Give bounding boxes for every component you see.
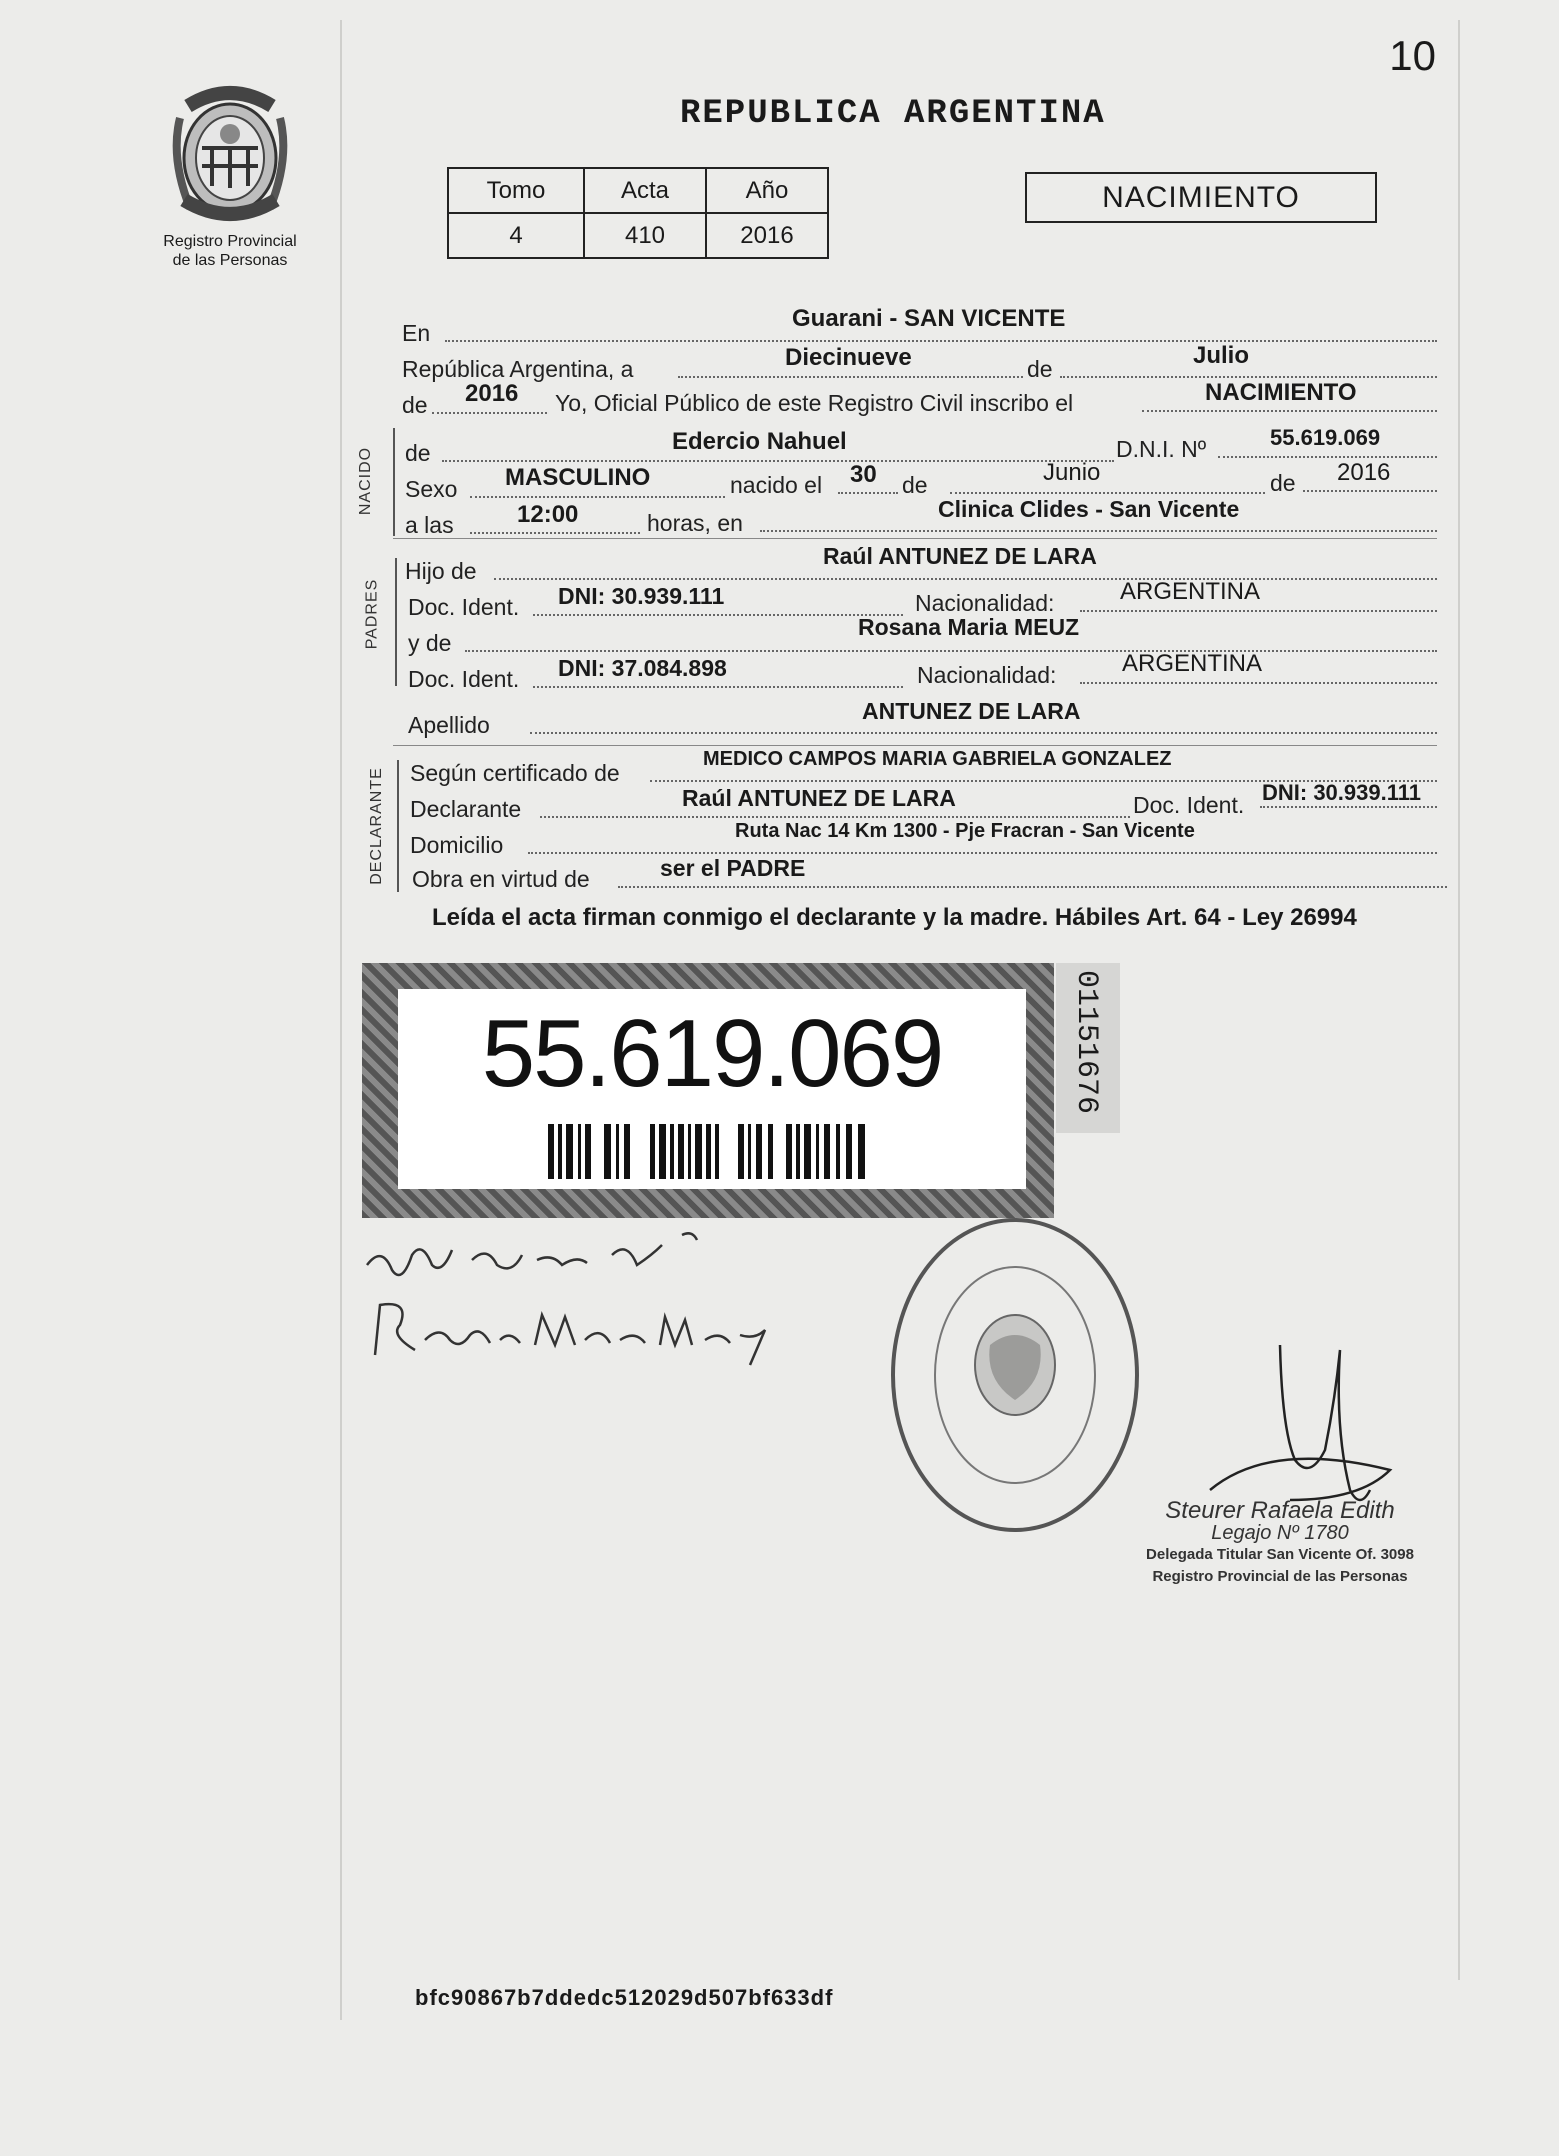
ano-header: Año: [706, 168, 828, 213]
certificado-label: Según certificado de: [410, 760, 620, 786]
domicilio-label: Domicilio: [410, 832, 504, 858]
doc-ident-label: Doc. Ident.: [1133, 792, 1245, 818]
dotted-line: [540, 816, 1130, 818]
section-divider: [393, 538, 1437, 539]
doc-ident-label: Doc. Ident.: [408, 594, 520, 620]
oficial-text: Yo, Oficial Público de este Registro Civil inscribo el: [555, 390, 1074, 416]
dotted-line: [442, 460, 1114, 462]
country-title: REPUBLICA ARGENTINA: [680, 95, 1106, 133]
padres-section-label: PADRES: [363, 578, 381, 650]
dotted-line: [950, 492, 1265, 494]
sticker-label: [398, 989, 1026, 1189]
a-las-label: a las: [405, 512, 454, 538]
page-number: 10: [1389, 32, 1436, 79]
table-row: [448, 168, 828, 213]
section-bracket: [393, 428, 395, 536]
birth-day-value: 30: [850, 461, 877, 488]
father-nationality-value: ARGENTINA: [1120, 578, 1261, 605]
mother-doc-value: DNI: 37.084.898: [558, 655, 727, 681]
birth-year-value: 2016: [1337, 459, 1391, 486]
dotted-line: [533, 686, 903, 688]
day-value: Diecinueve: [785, 344, 912, 371]
apellido-label: Apellido: [408, 712, 490, 738]
dotted-line: [465, 650, 1437, 652]
dotted-line: [1260, 806, 1437, 808]
sexo-label: Sexo: [405, 476, 458, 502]
dotted-line: [432, 412, 547, 414]
child-dni-value: 55.619.069: [1270, 425, 1381, 450]
dotted-line: [528, 852, 1437, 854]
republica-label: República Argentina, a: [402, 356, 634, 382]
place-value: Guarani - SAN VICENTE: [792, 305, 1066, 332]
dotted-line: [1218, 456, 1437, 458]
serial-number: 01151676: [1069, 969, 1103, 1115]
year-value: 2016: [465, 380, 519, 407]
dotted-line: [470, 532, 640, 534]
dotted-line: [678, 376, 1023, 378]
dni-sticker: [362, 963, 1054, 1218]
dni-label: D.N.I. Nº: [1116, 436, 1207, 462]
section-divider: [393, 745, 1437, 746]
certificado-value: MEDICO CAMPOS MARIA GABRIELA GONZALEZ: [703, 748, 1172, 770]
serial-strip: [1056, 963, 1120, 1133]
margin-line-left: [340, 20, 342, 2020]
dotted-line: [533, 614, 903, 616]
dotted-line: [618, 886, 1447, 888]
record-type-box: NACIMIENTO: [1025, 172, 1377, 223]
declarante-doc-value: DNI: 30.939.111: [1262, 780, 1422, 805]
record-table: [447, 167, 829, 259]
month-value: Julio: [1193, 342, 1250, 369]
nacionalidad-label: Nacionalidad:: [917, 662, 1057, 688]
dotted-line: [494, 578, 1437, 580]
dotted-line: [838, 492, 898, 494]
barcode-icon: [548, 1124, 868, 1179]
mother-signature-icon: [370, 1295, 780, 1370]
nacido-section-label: NACIDO: [357, 446, 375, 516]
de-label: de: [1027, 356, 1053, 382]
domicilio-value: Ruta Nac 14 Km 1300 - Pje Fracran - San Vicente: [735, 820, 1195, 842]
official-role: Delegada Titular San Vicente Of. 3098: [1146, 1546, 1414, 1563]
dotted-line: [1142, 410, 1437, 412]
hour-value: 12:00: [517, 501, 579, 528]
mother-name-value: Rosana Maria MEUZ: [858, 614, 1080, 640]
official-signature-block: [1130, 1497, 1430, 1588]
y-de-label: y de: [408, 630, 452, 656]
margin-line-right: [1458, 20, 1460, 1980]
horas-label: horas, en: [647, 510, 743, 536]
de-label: de: [405, 440, 431, 466]
dotted-line: [445, 340, 1437, 342]
dotted-line: [1080, 682, 1437, 684]
father-doc-value: DNI: 30.939.111: [558, 583, 725, 609]
child-name-value: Edercio Nahuel: [672, 428, 847, 455]
tomo-header: Tomo: [448, 168, 584, 213]
sexo-value: MASCULINO: [505, 464, 651, 491]
provincial-emblem-icon: [160, 78, 300, 228]
doc-ident-label: Doc. Ident.: [408, 666, 520, 692]
acta-value: 410: [584, 213, 706, 258]
official-stamp-icon: [880, 1205, 1150, 1545]
organization-name: Registro Provincial de las Personas: [163, 233, 297, 269]
dotted-line: [1080, 610, 1437, 612]
declarante-value: Raúl ANTUNEZ DE LARA: [682, 785, 956, 811]
apellido-value: ANTUNEZ DE LARA: [862, 698, 1081, 724]
section-bracket: [397, 760, 399, 892]
de-label: de: [1270, 470, 1296, 496]
official-org: Registro Provincial de las Personas: [1152, 1568, 1408, 1585]
dotted-line: [1060, 376, 1437, 378]
declarante-section-label: DECLARANTE: [367, 767, 385, 885]
tomo-value: 4: [448, 213, 584, 258]
birth-place-value: Clinica Clides - San Vicente: [938, 496, 1240, 522]
official-signature-icon: [1200, 1340, 1410, 1520]
inscribe-value: NACIMIENTO: [1205, 379, 1357, 406]
official-legajo: Legajo Nº 1780: [1211, 1522, 1349, 1544]
nacido-label: nacido el: [730, 472, 823, 498]
sticker-number: 55.619.069: [481, 1000, 943, 1107]
mother-nationality-value: ARGENTINA: [1122, 650, 1263, 677]
en-label: En: [402, 320, 431, 346]
table-row: [448, 213, 828, 258]
document-hash: bfc90867b7ddedc512029d507bf633df: [415, 1985, 834, 2010]
acta-header: Acta: [584, 168, 706, 213]
nacionalidad-label: Nacionalidad:: [915, 590, 1055, 616]
dotted-line: [530, 732, 1437, 734]
ano-value: 2016: [706, 213, 828, 258]
dotted-line: [470, 496, 725, 498]
birth-month-value: Junio: [1043, 459, 1101, 486]
official-name: Steurer Rafaela Edith: [1165, 1497, 1395, 1524]
dotted-line: [1303, 490, 1437, 492]
declarante-label: Declarante: [410, 796, 522, 822]
de-label: de: [902, 472, 928, 498]
de-label: de: [402, 392, 428, 418]
hijo-label: Hijo de: [405, 558, 477, 584]
obra-value: ser el PADRE: [660, 855, 806, 881]
obra-label: Obra en virtud de: [412, 866, 590, 892]
dotted-line: [760, 530, 1437, 532]
closing-text: Leída el acta firman conmigo el declarante y la madre. Hábiles Art. 64 - Ley 26994: [432, 904, 1357, 931]
father-signature-icon: [362, 1225, 722, 1295]
father-name-value: Raúl ANTUNEZ DE LARA: [823, 543, 1097, 569]
section-bracket: [395, 558, 397, 686]
